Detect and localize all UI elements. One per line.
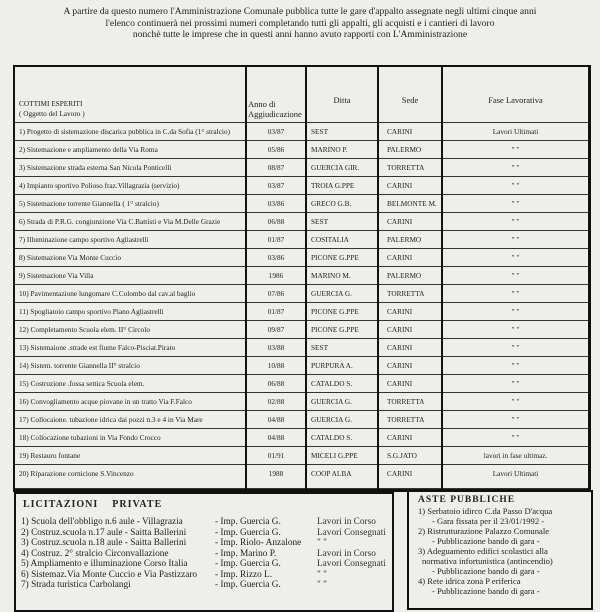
cell-sede: CARINI [378, 321, 442, 339]
cell-sede: CARINI [378, 249, 442, 267]
licitazione-oggetto: 7) Strada turistica Carbolangi [21, 580, 131, 590]
table-row [15, 267, 588, 285]
licitazione-oggetto: 4) Costruz. 2° stralcio Circonvallazione [21, 548, 169, 559]
cell-fase: " " [442, 213, 588, 231]
cell-oggetto: 9) Sistemazione Via Villa [15, 267, 246, 285]
cell-anno: 03/86 [246, 195, 306, 213]
header-sede: Sede [378, 67, 442, 123]
table-row [15, 195, 588, 213]
cell-anno: 06/88 [246, 375, 306, 393]
cell-ditta: GUERCIA G. [306, 411, 378, 429]
cell-ditta: MARINO P. [306, 141, 378, 159]
cell-sede: TORRETTA [378, 393, 442, 411]
cell-ditta: PICONE G.PPE [306, 249, 378, 267]
cell-oggetto: 16) Convogliamento acque piovane in un tratto Via F.Falco [15, 393, 246, 411]
cell-anno: 1988 [246, 465, 306, 489]
aste-line: - Pubblicazione bando di gara - [432, 536, 540, 546]
cell-oggetto: 11) Spogliatoio campo sportivo Piano Agliastrelli [15, 303, 246, 321]
cell-sede: TORRETTA [378, 285, 442, 303]
cell-sede: PALERMO [378, 141, 442, 159]
table-row [15, 447, 588, 465]
aste-title: ASTE PUBBLICHE [418, 495, 516, 505]
header-oggetto [15, 67, 246, 123]
intro-text [0, 6, 600, 41]
cell-sede: TORRETTA [378, 411, 442, 429]
cell-oggetto: 18) Collocazione tubazioni in Via Fondo Crocco [15, 429, 246, 447]
cell-sede: CARINI [378, 429, 442, 447]
table-row [15, 393, 588, 411]
cell-anno: 02/88 [246, 393, 306, 411]
table-row [15, 159, 588, 177]
table-row [15, 321, 588, 339]
header-oggetto-title: COTTIMI ESPERITI [19, 99, 83, 108]
cell-fase: " " [442, 141, 588, 159]
aste-line: - Pubblicazione bando di gara - [432, 586, 540, 596]
aste-line: 1) Serbatoio idirco C.da Passo D'acqua [418, 506, 553, 516]
aste-line: 2) Ristrutturazione Palazzo Comunale [418, 526, 550, 536]
cell-anno: 06/88 [246, 213, 306, 231]
licitazione-stato: Lavori in Corso [317, 517, 376, 527]
cell-oggetto: 10) Pavimentazione lungomare C.Colombo dal cav.al baglio [15, 285, 246, 303]
cell-anno: 09/87 [246, 321, 306, 339]
aste-line: 3) Adeguamento edifici scolastici alla [418, 546, 548, 556]
table-row [15, 177, 588, 195]
cottimi-table [13, 65, 591, 492]
cell-oggetto: 19) Restauro fontane [15, 447, 246, 465]
cell-oggetto: 5) Sistemazione torrente Giannella ( 1° stralcio) [15, 195, 246, 213]
cell-fase: " " [442, 375, 588, 393]
cell-sede: BELMONTE M. [378, 195, 442, 213]
aste-line: - Pubblicazione bando di gara - [432, 566, 540, 576]
cell-oggetto: 4) Impianto sportivo Polioso fraz.Villagrazia (servizio) [15, 177, 246, 195]
table-header-row [15, 67, 588, 123]
table-row [15, 465, 588, 489]
cell-fase: " " [442, 267, 588, 285]
cell-anno: 01/87 [246, 231, 306, 249]
cell-anno: 10/88 [246, 357, 306, 375]
cell-oggetto: 6) Strada di P.R.G. congiunzione Via C.Battisti e Via M.Delle Grazie [15, 213, 246, 231]
cell-anno: 03/87 [246, 177, 306, 195]
licitazione-impresa: - Imp. Guercia G. [215, 580, 281, 590]
licitazione-impresa: - Imp. Rizzo L. [215, 569, 273, 580]
cell-sede: CARINI [378, 357, 442, 375]
cell-anno: 08/87 [246, 159, 306, 177]
cell-anno: 01/87 [246, 303, 306, 321]
cell-fase: " " [442, 411, 588, 429]
header-oggetto-sub: ( Oggetto del Lavoro ) [19, 109, 85, 118]
aste-pubbliche-box [407, 490, 593, 610]
cell-anno: 05/86 [246, 141, 306, 159]
cell-oggetto: 17) Collocaione. tubazione idrica dai pozzi n.3 e 4 in Via Mare [15, 411, 246, 429]
licitazione-impresa: - Imp. Guercia G. [215, 559, 281, 569]
licitazione-oggetto: 6) Sistemaz.Via Monte Cuccio e Via Pastizzaro [21, 569, 198, 580]
aste-line: - Gara fissata per il 23/01/1992 - [432, 516, 545, 526]
cell-oggetto: 20) Riparazione cornicione S.Vincenzo [15, 465, 246, 489]
cell-fase: " " [442, 177, 588, 195]
table-row [15, 303, 588, 321]
cell-fase: " " [442, 339, 588, 357]
cell-ditta: COOP ALBA [306, 465, 378, 489]
cell-fase: " " [442, 249, 588, 267]
table-row [15, 123, 588, 141]
cell-ditta: CATALDO S. [306, 375, 378, 393]
cell-fase: " " [442, 195, 588, 213]
list-item [16, 538, 392, 549]
cell-fase: " " [442, 285, 588, 303]
licitazioni-title-2: PRIVATE [112, 499, 163, 510]
cell-ditta: GUERCIA G. [306, 393, 378, 411]
cell-ditta: SEST [306, 213, 378, 231]
table-row [15, 231, 588, 249]
cell-anno: 04/88 [246, 429, 306, 447]
cell-sede: PALERMO [378, 231, 442, 249]
header-ditta: Ditta [306, 67, 378, 123]
intro-line: nonchè tutte le imprese che in questi anni hanno avuto rapporti con L'Amministrazione [132, 29, 468, 40]
table-row [15, 357, 588, 375]
cell-oggetto: 7) Illuminazione campo sportivo Agliastrelli [15, 231, 246, 249]
intro-line: l'elenco continuerà nei prossimi numeri completando tutti gli appalti, gli acquisti e i cantieri di lavoro [105, 17, 495, 29]
cell-fase: Lavori Ultimati [442, 465, 588, 489]
list-item [16, 559, 392, 570]
licitazione-oggetto: 1) Scuola dell'obbligo n.6 aule - Villagrazia [21, 517, 183, 527]
cell-fase: " " [442, 357, 588, 375]
table-row [15, 429, 588, 447]
table-row [15, 339, 588, 357]
cell-ditta: COSITALIA [306, 231, 378, 249]
cell-anno: 03/88 [246, 339, 306, 357]
list-item [16, 528, 392, 539]
cell-oggetto: 1) Progetto di sistemazione discarica pubblica in C.da Sofia (1° stralcio) [15, 123, 246, 141]
cell-oggetto: 15) Costruzione .fossa settica Scuola elem. [15, 375, 246, 393]
licitazione-impresa: - Imp. Marino P. [215, 548, 277, 559]
cell-sede: PALERMO [378, 267, 442, 285]
cell-sede: CARINI [378, 123, 442, 141]
cell-oggetto: 12) Completamento Scuola elem. II° Circolo [15, 321, 246, 339]
cell-anno: 03/87 [246, 123, 306, 141]
licitazione-oggetto: 3) Costruz.scuola n.18 aule - Saitta Ballerini [21, 538, 187, 548]
cell-fase: lavori in fase ultimaz. [442, 447, 588, 465]
cell-anno: 04/88 [246, 411, 306, 429]
cell-anno: 07/86 [246, 285, 306, 303]
header-anno-line2: Aggiudicazione [248, 109, 302, 119]
cell-sede: CARINI [378, 375, 442, 393]
cell-fase: " " [442, 321, 588, 339]
list-item [16, 517, 392, 528]
table-row [15, 285, 588, 303]
cell-oggetto: 3) Sistemazione strada esterna San Nicola Ponticelli [15, 159, 246, 177]
licitazioni-title [23, 499, 392, 511]
cell-sede: S.G.JATO [378, 447, 442, 465]
aste-line: 4) Rete idrica zona P eriferica [418, 576, 521, 586]
header-anno-line1: Anno di [248, 99, 276, 109]
cell-oggetto: 2) Sistemazione e ampliamento della Via Roma [15, 141, 246, 159]
cell-oggetto: 14) Sistem. torrente Giannella II° stralcio [15, 357, 246, 375]
cell-sede: CARINI [378, 339, 442, 357]
licitazione-stato: Lavori in Corso [317, 548, 376, 559]
cell-oggetto: 8) Sistemazione Via Monte Cuccio [15, 249, 246, 267]
licitazione-impresa: - Imp. Guercia G. [215, 527, 281, 538]
cell-ditta: MICELI G.PPE [306, 447, 378, 465]
cell-ditta: PICONE G.PPE [306, 303, 378, 321]
licitazione-impresa: - Imp. Guercia G. [215, 517, 281, 527]
intro-line: A partire da questo numero l'Amministrazione Comunale pubblica tutte le gare d'appalto assegnate negli ultimi cinque anni [63, 6, 537, 17]
licitazione-stato: " " [317, 569, 327, 580]
cell-ditta: GUERCIA GIR. [306, 159, 378, 177]
table-row [15, 141, 588, 159]
table-row [15, 411, 588, 429]
cell-ditta: MARINO M. [306, 267, 378, 285]
licitazioni-private-box [14, 492, 394, 612]
table-row [15, 249, 588, 267]
cell-fase: " " [442, 429, 588, 447]
licitazione-stato: " " [317, 538, 327, 548]
cell-sede: TORRETTA [378, 159, 442, 177]
cell-anno: 1986 [246, 267, 306, 285]
cell-fase: " " [442, 393, 588, 411]
cell-ditta: SEST [306, 339, 378, 357]
cell-fase: " " [442, 159, 588, 177]
header-anno [246, 67, 306, 123]
table-row [15, 375, 588, 393]
cell-anno: 03/86 [246, 249, 306, 267]
cell-ditta: PICONE G.PPE [306, 321, 378, 339]
list-item [16, 580, 392, 591]
cell-ditta: TROIA G.PPE [306, 177, 378, 195]
cell-ditta: GRECO G.B. [306, 195, 378, 213]
cell-ditta: CATALDO S. [306, 429, 378, 447]
cell-ditta: PURPURA A. [306, 357, 378, 375]
cell-fase: " " [442, 303, 588, 321]
licitazione-stato: Lavori Consegnati [317, 527, 386, 538]
cell-sede: CARINI [378, 177, 442, 195]
table-row [15, 213, 588, 231]
cell-sede: CARINI [378, 303, 442, 321]
cell-ditta: GUERCIA G. [306, 285, 378, 303]
cell-sede: CARINI [378, 465, 442, 489]
cell-ditta: SEST [306, 123, 378, 141]
cell-sede: CARINI [378, 213, 442, 231]
aste-line: normativa infortunistica (antincendio) [422, 556, 553, 566]
licitazione-stato: " " [317, 580, 327, 590]
list-item [16, 549, 392, 560]
cell-anno: 01/91 [246, 447, 306, 465]
cell-fase: " " [442, 231, 588, 249]
licitazione-impresa: - Imp. Riolo- Anzalone [215, 538, 302, 548]
licitazioni-title-1: LICITAZIONI [23, 499, 99, 510]
cell-fase: Lavori Ultimati [442, 123, 588, 141]
header-fase: Fase Lavorativa [442, 67, 588, 123]
list-item [16, 570, 392, 581]
licitazione-oggetto: 2) Costruz.scuola n.17 aule - Saitta Ballerini [21, 527, 187, 538]
licitazione-oggetto: 5) Ampliamento e illuminazione Corso Italia [21, 559, 188, 569]
licitazione-stato: Lavori Consegnati [317, 559, 386, 569]
cell-oggetto: 13) Sistemaione .strade est fiume Falco-Pisciat.Pirato [15, 339, 246, 357]
